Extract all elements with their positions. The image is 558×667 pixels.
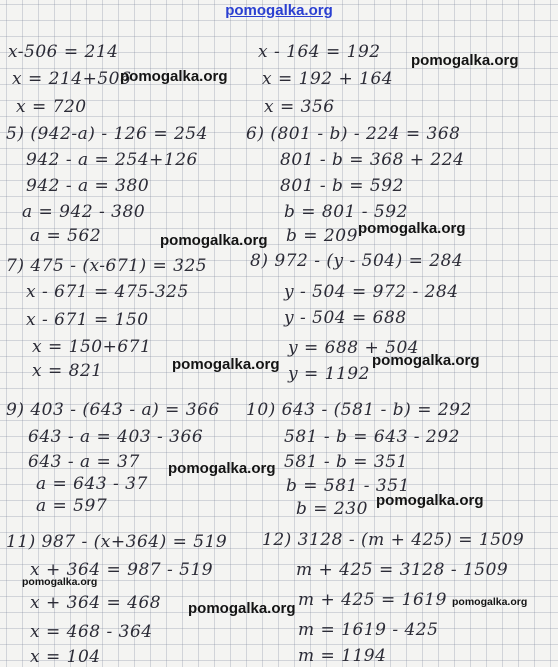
right-line-3: x = 356 <box>264 97 335 117</box>
watermark: pomogalka.org <box>22 576 98 588</box>
right-line-1: x - 164 = 192 <box>258 42 381 62</box>
watermark: pomogalka.org <box>411 52 519 69</box>
left-line-3: x = 720 <box>16 97 87 117</box>
watermark: pomogalka.org <box>172 356 280 373</box>
watermark: pomogalka.org <box>168 460 276 477</box>
right-line-11: y - 504 = 688 <box>284 308 407 328</box>
left-line-13: x = 821 <box>32 361 103 381</box>
left-line-18: a = 597 <box>36 496 108 516</box>
left-line-16: 643 - a = 37 <box>28 452 140 472</box>
watermark: pomogalka.org <box>160 232 268 249</box>
watermark: pomogalka.org <box>188 600 296 617</box>
right-line-6: 801 - b = 592 <box>280 176 404 196</box>
right-line-21: m + 425 = 1619 <box>298 590 447 610</box>
watermark: pomogalka.org <box>376 492 484 509</box>
left-line-12: x = 150+671 <box>32 337 152 357</box>
watermark: pomogalka.org <box>372 352 480 369</box>
left-line-10: x - 671 = 475-325 <box>26 282 189 302</box>
right-line-9: 8) 972 - (y - 504) = 284 <box>250 251 464 271</box>
right-line-2: x = 192 + 164 <box>262 69 394 89</box>
right-line-12: y = 688 + 504 <box>288 338 420 358</box>
right-line-10: y - 504 = 972 - 284 <box>284 282 459 302</box>
left-line-4: 5) (942-a) - 126 = 254 <box>6 124 208 144</box>
right-line-18: b = 230 <box>296 499 368 519</box>
left-line-23: x = 104 <box>30 647 101 667</box>
right-line-15: 581 - b = 643 - 292 <box>284 427 460 447</box>
left-line-20: x + 364 = 987 - 519 <box>30 560 214 580</box>
left-line-2: x = 214+506 <box>12 69 132 89</box>
right-line-5: 801 - b = 368 + 224 <box>280 150 465 170</box>
left-line-6: 942 - a = 380 <box>26 176 150 196</box>
site-header-link[interactable]: pomogalka.org <box>225 2 333 19</box>
right-line-17: b = 581 - 351 <box>286 476 410 496</box>
left-line-11: x - 671 = 150 <box>26 310 149 330</box>
right-line-7: b = 801 - 592 <box>284 202 408 222</box>
right-line-14: 10) 643 - (581 - b) = 292 <box>246 400 472 420</box>
right-line-23: m = 1194 <box>298 646 387 666</box>
left-line-15: 643 - a = 403 - 366 <box>28 427 204 447</box>
right-line-20: m + 425 = 3128 - 1509 <box>296 560 509 580</box>
right-line-8: b = 209 <box>286 226 358 246</box>
left-line-7: a = 942 - 380 <box>22 202 146 222</box>
left-line-1: x-506 = 214 <box>8 42 119 62</box>
left-line-5: 942 - a = 254+126 <box>26 150 198 170</box>
left-line-17: a = 643 - 37 <box>36 474 148 494</box>
left-line-21: x + 364 = 468 <box>30 593 162 613</box>
right-line-16: 581 - b = 351 <box>284 452 408 472</box>
watermark: pomogalka.org <box>120 68 228 85</box>
watermark: pomogalka.org <box>452 596 528 608</box>
right-line-13: y = 1192 <box>288 364 370 384</box>
watermark: pomogalka.org <box>358 220 466 237</box>
left-line-22: x = 468 - 364 <box>30 622 153 642</box>
left-line-19: 11) 987 - (x+364) = 519 <box>6 532 228 552</box>
right-line-19: 12) 3128 - (m + 425) = 1509 <box>262 530 525 550</box>
left-line-14: 9) 403 - (643 - a) = 366 <box>6 400 220 420</box>
right-line-4: 6) (801 - b) - 224 = 368 <box>246 124 461 144</box>
left-line-9: 7) 475 - (x-671) = 325 <box>6 256 208 276</box>
right-line-22: m = 1619 - 425 <box>298 620 439 640</box>
left-line-8: a = 562 <box>30 226 102 246</box>
